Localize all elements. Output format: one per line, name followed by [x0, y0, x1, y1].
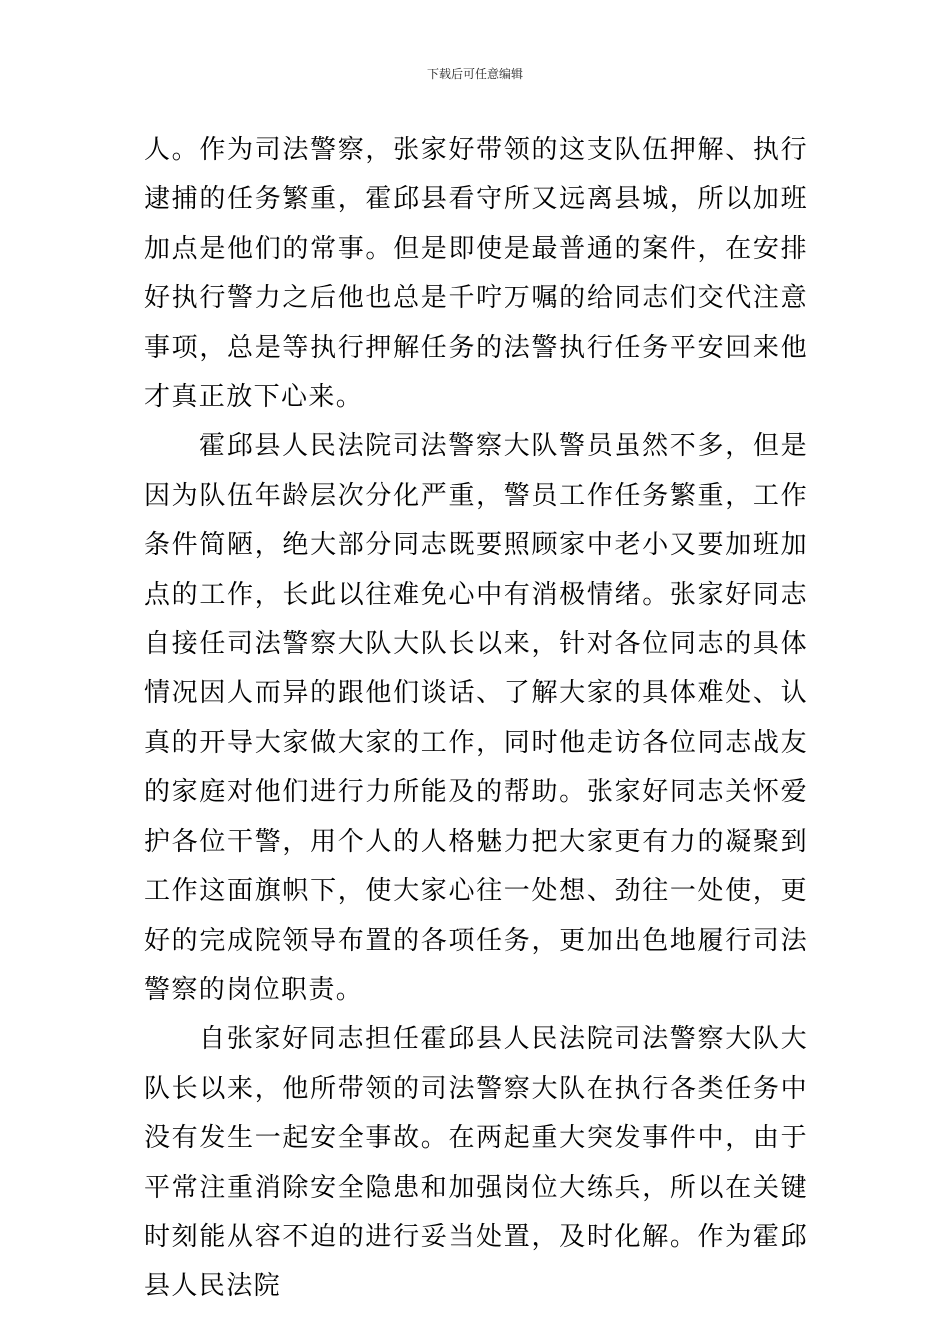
document-body: [144, 126, 808, 1312]
page-header: 下载后可任意编辑: [426, 67, 523, 81]
paragraph-1: 人。作为司法警察，张家好带领的这支队伍押解、执行逮捕的任务繁重，霍邱县看守所又远离县城，所以加班加点是他们的常事。但是即使是最普通的案件，在安排好执行警力之后他也总是千咛万嘱的给同志们交代注意事项，总是等执行押解任务的法警执行任务平安回来他才真正放下心来。: [144, 135, 808, 413]
paragraph-2: 霍邱县人民法院司法警察大队警员虽然不多，但是因为队伍年龄层次分化严重，警员工作任务繁重，工作条件简陋，绝大部分同志既要照顾家中老小又要加班加点的工作，长此以往难免心中有消极情绪。张家好同志自接任司法警察大队大队长以来，针对各位同志的具体情况因人而异的跟他们谈话、了解大家的具体难处、认真的开导大家做大家的工作，同时他走访各位同志战友的家庭对他们进行力所能及的帮助。张家好同志关怀爱护各位干警，用个人的人格魅力把大家更有力的凝聚到工作这面旗帜下，使大家心往一处想、劲往一处使，更好的完成院领导布置的各项任务，更加出色地履行司法警察的岗位职责。: [144, 431, 808, 1005]
paragraph-3: 自张家好同志担任霍邱县人民法院司法警察大队大队长以来，他所带领的司法警察大队在执行各类任务中没有发生一起安全事故。在两起重大突发事件中，由于平常注重消除安全隐患和加强岗位大练兵，所以在关键时刻能从容不迫的进行妥当处置，及时化解。作为霍邱县人民法院: [144, 1024, 808, 1302]
